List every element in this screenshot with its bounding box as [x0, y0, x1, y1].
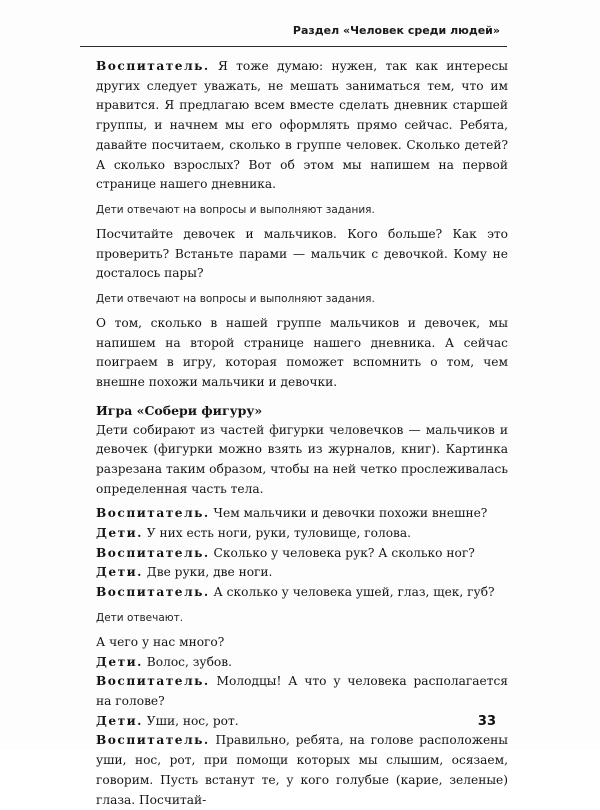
speaker-label: Дети.: [96, 565, 143, 580]
paragraph-text: Я тоже думаю: нужен, так как интересы других следует уважать, не мешать заниматься тем, что им нравится. Я предлагаю всем вместе сделать дневник старшей группы, и начнем мы его оформлять прямо сейчас. Ребята, давайте посчитаем, сколько в группе человек. Сколько детей? А сколько взрослых? Вот об этом мы напишем на первой странице нашего дневника.: [96, 59, 508, 192]
paragraph-2: Посчитайте девочек и мальчиков. Кого больше? Как это проверить? Встаньте парами — мальчик с девочкой. Кому не досталось пары?: [96, 226, 508, 281]
paragraph-3: О том, сколько в нашей группе мальчиков и девочек, мы напишем на второй странице нашего дневника. А сейчас поиграем в игру, которая поможет вспомнить о том, чем внешне похожи мальчики и девочки.: [96, 316, 508, 390]
dialogue-text: Волос, зубов.: [142, 654, 232, 669]
stage-note: Дети отвечают.: [96, 611, 184, 624]
speaker-label: Воспитатель.: [96, 59, 210, 73]
speaker-label: Дети.: [96, 713, 143, 728]
dialogue-line: [96, 731, 508, 810]
dialogue-text: Чем мальчики и девочки похожи внешне?: [209, 506, 488, 521]
dialogue-text: Уши, нос, рот.: [142, 713, 239, 728]
dialogue-line: А чего у нас много?: [96, 634, 225, 649]
paragraph-4: Дети собирают из частей фигурки человечков — мальчиков и девочек (фигурки можно взять из журналов, книг). Картинка разрезана таким образом, чтобы на ней четко прослеживалась определенная часть тела.: [96, 422, 508, 496]
dialogue-line: [96, 712, 508, 732]
speaker-label: Воспитатель.: [96, 733, 210, 748]
speaker-label: Дети.: [96, 526, 143, 541]
speaker-label: Дети.: [96, 654, 143, 669]
dialogue-text: Молодцы! А что у человека располагается на голове?: [96, 674, 508, 708]
speaker-label: Воспитатель.: [96, 674, 210, 689]
speaker-label: Воспитатель.: [96, 545, 210, 560]
dialogue-line: [96, 544, 508, 564]
stage-note: Дети отвечают на вопросы и выполняют задания.: [96, 203, 375, 216]
dialogue-text: Правильно, ребята, на голове расположены уши, нос, рот, при помощи которых мы слышим, осязаем, говорим. Пусть встанут те, у кого голубые (карие, зеленые) глаза. Посчитай-: [96, 733, 508, 807]
dialogue-line: [96, 504, 508, 524]
dialogue-line: [96, 653, 508, 673]
dialogue-line: [96, 583, 508, 603]
dialogue-line: [96, 524, 508, 544]
speaker-label: Воспитатель.: [96, 585, 210, 600]
dialogue-text: У них есть ноги, руки, туловище, голова.: [142, 526, 412, 541]
paragraph-1: [96, 57, 508, 195]
speaker-label: Воспитатель.: [96, 506, 210, 521]
stage-note: Дети отвечают на вопросы и выполняют задания.: [96, 293, 375, 306]
dialogue-text: Две руки, две ноги.: [142, 565, 273, 580]
running-head: Раздел «Человек среди людей»: [292, 24, 500, 37]
dialogue-text: Сколько у человека рук? А сколько ног?: [209, 545, 475, 560]
page-number: 33: [477, 714, 496, 729]
dialogue-line: [96, 563, 508, 583]
header-rule: [80, 46, 507, 47]
dialogue-line: [96, 672, 508, 711]
dialogue-text: А сколько у человека ушей, глаз, щек, губ?: [209, 585, 495, 600]
game-title: Игра «Собери фигуру»: [96, 402, 263, 418]
page-body: [96, 57, 508, 810]
